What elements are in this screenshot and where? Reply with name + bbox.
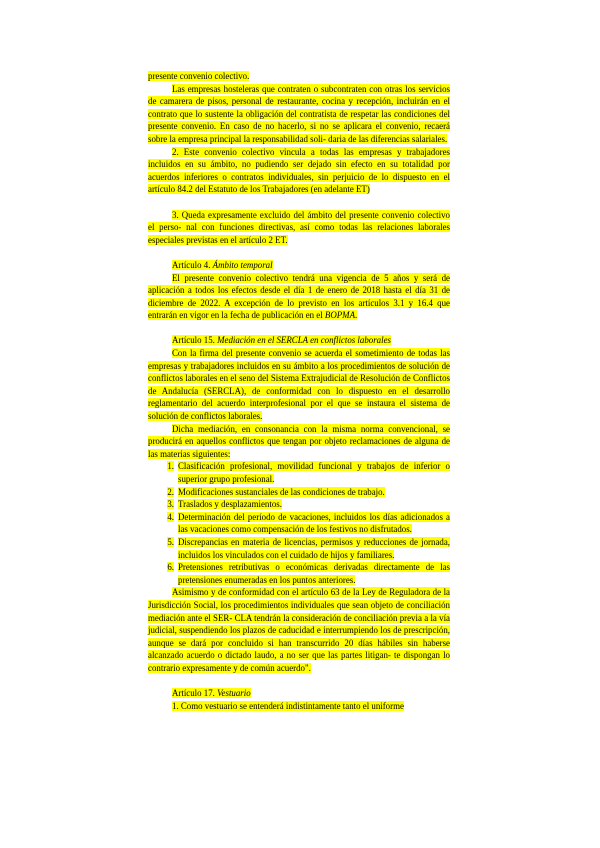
paragraph: 3. Queda expresamente excluido del ámbito del presente convenio colectivo el perso- nal con funciones directivas, así como todas las relaciones laborales especiales previstas en el artículo 2 ET. bbox=[148, 209, 450, 245]
list-item: 1. Clasificación profesional, movilidad funcional y trabajos de inferior o superior grupo profesional. bbox=[167, 461, 450, 484]
document-page bbox=[148, 70, 450, 712]
spacer bbox=[148, 246, 450, 259]
paragraph: Asimismo y de conformidad con el artículo 63 de la Ley de Reguladora de la Jurisdicción Social, los procedimientos individuales que sean objeto de conciliación mediación ante el SER- CLA tendrán la consideración de conciliación previa a la vía judicial, suspendiendo los plazos de caducidad e interrumpiendo los de prescripción, aunque se dará por concluido si han transcurrido 20 días hábiles sin haberse alcanzado acuerdo o dictado laudo, a no ser que las partes litigan- te dispongan lo contrario expresamente y de común acuerdo". bbox=[148, 587, 450, 673]
article-15-heading: Artículo 15. Mediación en el SERCLA en conflictos laborales bbox=[172, 335, 391, 346]
paragraph: Dicha mediación, en consonancia con la misma norma convencional, se producirá en aquellos conflictos que tengan por objeto reclamaciones de alguna de las materias siguientes: bbox=[148, 423, 450, 459]
list-item: 3. Traslados y desplazamientos. bbox=[167, 499, 282, 510]
materias-list bbox=[148, 460, 450, 586]
paragraph: 2. Este convenio colectivo vincula a todas las empresas y trabajadores incluidos en su ámbito, no pudiendo ser dejado sin efecto en su totalidad por acuerdos inferiores o contratos individuales, sin perjuicio de lo dispuesto en el artículo 84.2 del Estatuto de los Trabajadores (en adelante ET) bbox=[148, 146, 450, 195]
paragraph: presente convenio colectivo. bbox=[148, 71, 250, 81]
paragraph: 1. Como vestuario se entenderá indistintamente tanto el uniforme bbox=[172, 700, 404, 711]
spacer bbox=[148, 196, 450, 209]
list-item: 4. Determinación del período de vacaciones, incluidos los días adicionados a las vacaciones como compensación de los festivos no disfrutados. bbox=[167, 511, 450, 535]
article-17-heading: Artículo 17. Vestuario bbox=[172, 688, 251, 699]
spacer bbox=[148, 675, 450, 688]
article-4-heading: Artículo 4. Ámbito temporal bbox=[172, 259, 273, 270]
list-item: 2. Modificaciones sustanciales de las condiciones de trabajo. bbox=[167, 486, 385, 497]
spacer bbox=[148, 322, 450, 335]
article-4-body: El presente convenio colectivo tendrá una vigencia de 5 años y será de aplicación a todos los efectos desde el día 1 de enero de 2018 hasta el día 31 de diciembre de 2022. A excepción de lo previsto en los artículos 3.1 y 16.4 que entrarán en vigor en la fecha de publicación en el BOPMA. bbox=[148, 272, 450, 321]
list-item: 6. Pretensiones retributivas o económicas derivadas directamente de las pretensiones enumeradas en los puntos anteriores. bbox=[167, 562, 450, 585]
paragraph: Con la firma del presente convenio se acuerda el sometimiento de todas las empresas y trabajadores incluidos en su ámbito a los procedimientos de solución de conflictos laborales en el seno del Sistema Extrajudicial de Resolución de Conflictos de Andalucía (SERCLA), de conformidad con lo dispuesto en el desarrollo reglamentario del acuerdo interprofesional por el que se instaura el sistema de solución de conflictos laborales. bbox=[148, 348, 450, 422]
list-item: 5. Discrepancias en materia de licencias, permisos y reducciones de jornada, incluidos los vinculados con el cuidado de hijos y familiares. bbox=[167, 536, 450, 560]
paragraph: Las empresas hosteleras que contraten o subcontraten con otras los servicios de camarera de pisos, personal de restaurante, cocina y recepción, incluirán en el contrato que lo sustente la obligación del contratista de respetar las condiciones del presente convenio. En caso de no hacerlo, si no se aplicara el convenio, recaerá sobre la empresa principal la responsabilidad soli- daria de las diferencias salariales. bbox=[148, 83, 450, 144]
